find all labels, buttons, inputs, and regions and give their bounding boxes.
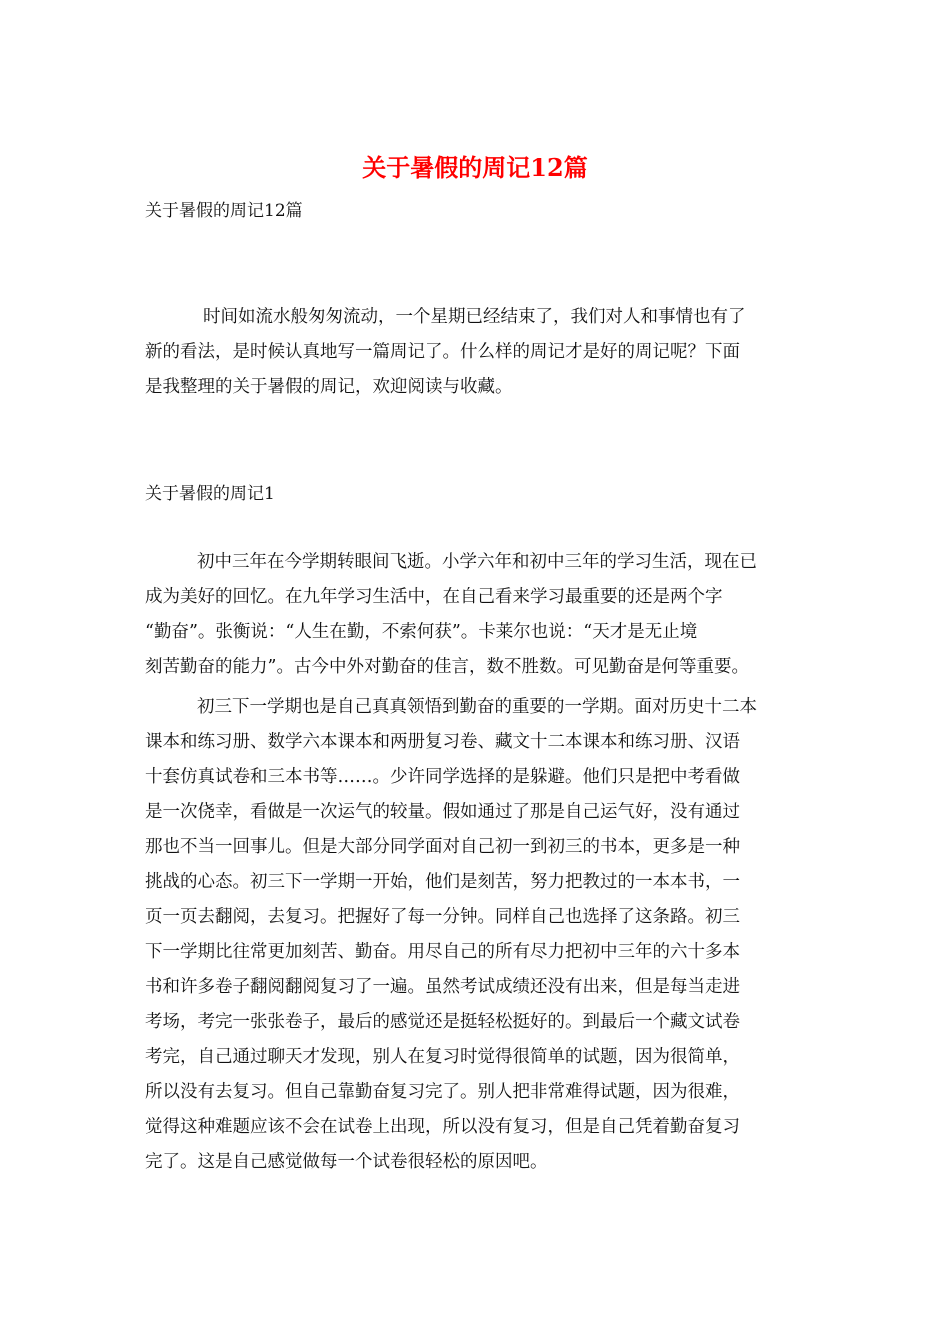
- paragraph-line: 考完，自己通过聊天才发现，别人在复习时觉得很简单的试题，因为很简单，: [145, 1047, 740, 1067]
- paragraph-line: 课本和练习册、数学六本课本和两册复习卷、藏文十二本课本和练习册、汉语: [145, 732, 740, 752]
- document-title: 关于暑假的周记12篇: [362, 153, 588, 182]
- body-paragraph-1: [145, 545, 810, 685]
- document-subtitle: 关于暑假的周记12篇: [145, 201, 303, 221]
- paragraph-line: 那也不当一回事儿。但是大部分同学面对自己初一到初三的书本，更多是一种: [145, 837, 740, 857]
- paragraph-line: 十套仿真试卷和三本书等……。少许同学选择的是躲避。他们只是把中考看做: [145, 767, 740, 787]
- paragraph-line: 成为美好的回忆。在九年学习生活中，在自己看来学习最重要的还是两个字: [145, 587, 723, 607]
- section-heading: 关于暑假的周记1: [145, 484, 275, 504]
- paragraph-line: 初中三年在今学期转眼间飞逝。小学六年和初中三年的学习生活，现在已: [197, 552, 757, 572]
- paragraph-line: “勤奋”。张衡说：“人生在勤，不索何获”。卡莱尔也说：“天才是无止境: [145, 622, 698, 642]
- paragraph-line: 完了。这是自己感觉做每一个试卷很轻松的原因吧。: [145, 1152, 548, 1172]
- paragraph-line: 挑战的心态。初三下一学期一开始，他们是刻苦，努力把教过的一本本书，一: [145, 872, 740, 892]
- paragraph-line: 考场，考完一张张卷子，最后的感觉还是挺轻松挺好的。到最后一个藏文试卷: [145, 1012, 740, 1032]
- intro-line: 时间如流水般匆匆流动，一个星期已经结束了，我们对人和事情也有了: [203, 307, 746, 327]
- paragraph-line: 页一页去翻阅，去复习。把握好了每一分钟。同样自己也选择了这条路。初三: [145, 907, 740, 927]
- paragraph-line: 是一次侥幸，看做是一次运气的较量。假如通过了那是自己运气好，没有通过: [145, 802, 740, 822]
- paragraph-line: 初三下一学期也是自己真真领悟到勤奋的重要的一学期。面对历史十二本: [197, 697, 757, 717]
- paragraph-line: 觉得这种难题应该不会在试卷上出现，所以没有复习，但是自己凭着勤奋复习: [145, 1117, 740, 1137]
- paragraph-line: 刻苦勤奋的能力”。古今中外对勤奋的佳言，数不胜数。可见勤奋是何等重要。: [145, 657, 749, 677]
- paragraph-line: 下一学期比往常更加刻苦、勤奋。用尽自己的所有尽力把初中三年的六十多本: [145, 942, 740, 962]
- body-paragraph-2: [145, 690, 810, 1180]
- intro-line: 是我整理的关于暑假的周记，欢迎阅读与收藏。: [145, 377, 513, 397]
- intro-paragraph: [145, 300, 810, 405]
- intro-line: 新的看法，是时候认真地写一篇周记了。什么样的周记才是好的周记呢？下面: [145, 342, 740, 362]
- paragraph-line: 书和许多卷子翻阅翻阅复习了一遍。虽然考试成绩还没有出来，但是每当走进: [145, 977, 740, 997]
- paragraph-line: 所以没有去复习。但自己靠勤奋复习完了。别人把非常难得试题，因为很难，: [145, 1082, 740, 1102]
